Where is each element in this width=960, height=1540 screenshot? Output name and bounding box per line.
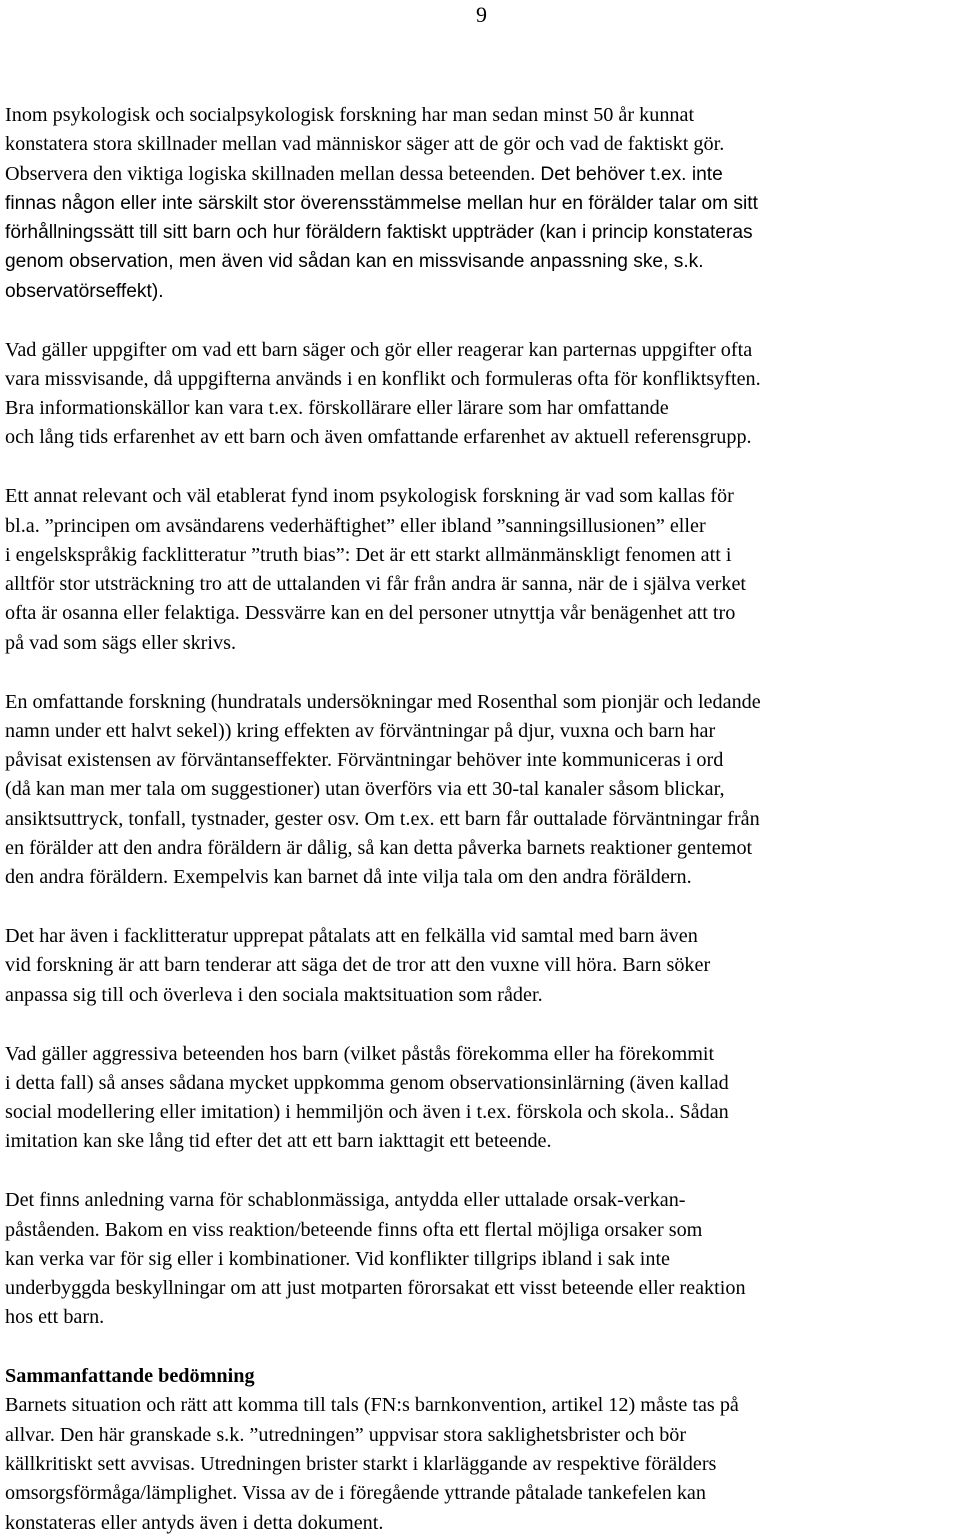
text-line: ansiktsuttryck, tonfall, tystnader, gester osv. Om t.ex. ett barn får outtalade förväntningar från [5,807,760,830]
text-line: Det finns anledning varna för schablonmässiga, antydda eller uttalade orsak-verkan- [5,1189,686,1212]
text-line: anpassa sig till och överleva i den sociala maktsituation som råder. [5,983,543,1006]
text-line: (då kan man mer tala om suggestioner) utan överförs via ett 30-tal kanaler såsom blickar, [5,778,725,801]
text-line: allvar. Den här granskade s.k. ”utredningen” uppvisar stora saklighetsbrister och bör [5,1423,687,1446]
text-line: underbyggda beskyllningar om att just motparten förorsakat ett visst beteende eller reaktion [5,1277,746,1300]
text-line: vara missvisande, då uppgifterna används i en konflikt och formuleras ofta för konfliktsyften. [5,367,761,390]
text-line: kan verka var för sig eller i kombinationer. Vid konflikter tillgrips ibland i sak inte [5,1247,671,1270]
paragraph-parent-statements [5,336,960,453]
paragraph-truth-bias [5,482,960,658]
text-line: social modellering eller imitation) i hemmiljön och även i t.ex. förskola och skola.. Sådan [5,1101,729,1124]
text-line: imitation kan ske lång tid efter det att ett barn iakttagit ett beteende. [5,1130,552,1153]
text-line: namn under ett halvt sekel)) kring effekten av förväntningar på djur, vuxna och barn har [5,719,716,742]
text-line: på vad som sägs eller skrivs. [5,631,236,654]
text-line: Ett annat relevant och väl etablerat fynd inom psykologisk forskning är vad som kallas för [5,485,734,508]
text-line: en förälder att den andra föräldern är dålig, så kan detta påverka barnets reaktioner gentemot [5,837,753,860]
text-line: i detta fall) så anses sådana mycket uppkomma genom observationsinlärning (även kallad [5,1071,729,1094]
text-line: källkritiskt sett avvisas. Utredningen brister starkt i klarläggande av respektive förälders [5,1453,717,1476]
paragraph-cause-effect-warning [5,1186,960,1332]
text-line: alltför stor utsträckning tro att de uttalanden vi får från andra är sanna, när de i själva verket [5,573,747,596]
text-line: vid forskning är att barn tenderar att säga det de tror att den vuxne vill höra. Barn söker [5,954,711,977]
text-line: konstateras eller antyds även i detta dokument. [5,1511,384,1534]
text-line: hos ett barn. [5,1306,105,1329]
text-line: Inom psykologisk och socialpsykologisk forskning har man sedan minst 50 år kunnat [5,104,695,126]
text-line: i engelskspråkig facklitteratur ”truth bias”: Det är ett starkt allmänmänskligt fenomen att i [5,543,732,566]
text-line: påståenden. Bakom en viss reaktion/beteende finns ofta ett flertal möjliga orsaker som [5,1218,703,1241]
text-line: den andra föräldern. Exempelvis kan barnet då inte vilja tala om den andra föräldern. [5,866,692,889]
text-segment: Observera den viktiga logiska skillnaden mellan dessa beteenden. [5,162,541,185]
text-line: finnas någon eller inte särskilt stor överensstämmelse mellan hur en förälder talar om sitt [5,192,758,214]
text-line: Bra informationskällor kan vara t.ex. förskollärare eller lärare som har omfattande [5,397,669,420]
text-line: bl.a. ”principen om avsändarens vederhäftighet” eller ibland ”sanningsillusionen” eller [5,514,706,537]
summary-section [5,1362,960,1538]
text-line: förhållningssätt till sitt barn och hur föräldern faktiskt uppträder (kan i princip konstateras [5,222,753,244]
paragraph-intro [5,101,960,306]
text-line: Barnets situation och rätt att komma till tals (FN:s barnkonvention, artikel 12) måste tas på [5,1394,739,1417]
text-line: påvisat existensen av förväntanseffekter. Förväntningar behöver inte kommuniceras i ord [5,749,724,772]
document-body [5,101,960,1538]
text-line: konstatera stora skillnader mellan vad människor säger att de gör och vad de faktiskt gör. [5,133,725,156]
text-line: genom observation, men även vid sådan kan en missvisande anpassning ske, s.k. [5,251,704,273]
text-line: omsorgsförmåga/lämplighet. Vissa av de i föregående yttrande påtalade tankefelen kan [5,1482,706,1505]
text-line: Vad gäller uppgifter om vad ett barn säger och gör eller reagerar kan parternas uppgifter ofta [5,338,753,361]
text-line: Det har även i facklitteratur upprepat påtalats att en felkälla vid samtal med barn även [5,925,698,948]
summary-heading: Sammanfattande bedömning [5,1365,255,1388]
text-segment: Det behöver t.ex. inte [540,163,723,185]
paragraph-interview-error [5,922,960,1010]
text-line: ofta är osanna eller felaktiga. Dessvärre kan en del personer utnyttja vår benägenhet att tro [5,602,736,625]
text-line: En omfattande forskning (hundratals undersökningar med Rosenthal som pionjär och ledande [5,690,761,713]
page-number: 9 [476,2,487,27]
text-line [5,160,960,189]
paragraph-aggressive-behaviour [5,1040,960,1157]
paragraph-expectation-effects [5,688,960,893]
text-line: och lång tids erfarenhet av ett barn och även omfattande erfarenhet av aktuell referensgrupp. [5,426,752,449]
text-line: observatörseffekt). [5,280,164,302]
text-line: Vad gäller aggressiva beteenden hos barn (vilket påstås förekomma eller ha förekommit [5,1042,715,1065]
